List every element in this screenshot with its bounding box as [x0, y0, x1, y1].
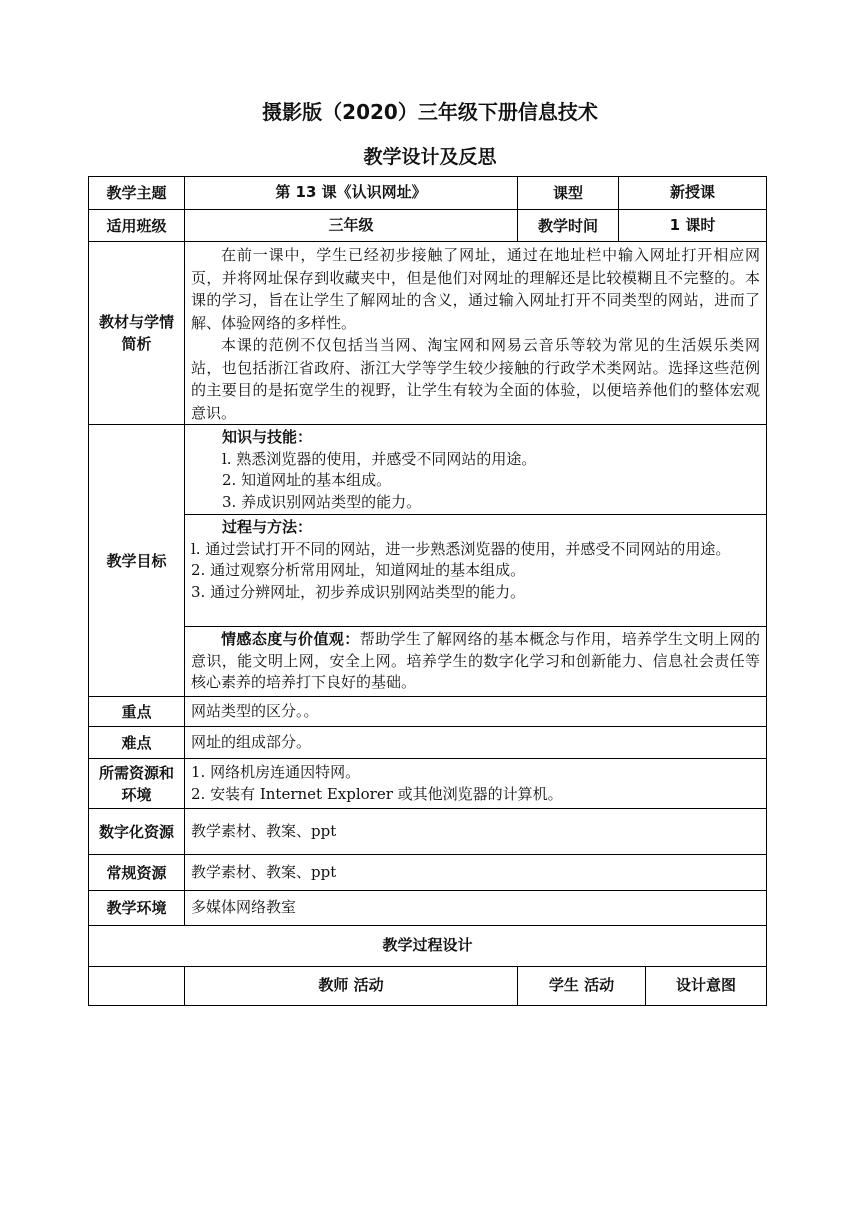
regular-value: 教学素材、教案、ppt — [185, 855, 767, 891]
knowledge-item-2: 2. 知道网址的基本组成。 — [222, 471, 392, 489]
table-row-goals-process — [89, 515, 767, 627]
topic-value: 第 13 课《认识网址》 — [185, 177, 518, 210]
table-row-digital — [89, 809, 767, 855]
design-intent-header: 设计意图 — [646, 967, 767, 1006]
document-title: 摄影版（2020）三年级下册信息技术 — [262, 100, 598, 124]
analysis-paragraph-1: 在前一课中，学生已经初步接触了网址，通过在地址栏中输入网址打开相应网页，并将网址保存到收藏夹中，但是他们对网址的理解还是比较模糊且不完整的。本课的学习，旨在让学生了解网址的含义，通过输入网址打开不同类型的网站，进而了解、体验网络的多样性。 — [191, 246, 761, 332]
environment-value: 多媒体网络教室 — [185, 891, 767, 926]
class-label: 适用班级 — [89, 210, 185, 242]
table-row-goals-emotion — [89, 627, 767, 697]
table-row-process-heading — [89, 926, 767, 967]
table-row-goals-knowledge — [89, 425, 767, 515]
analysis-label: 教材与学情简析 — [89, 242, 185, 425]
process-design-heading: 教学过程设计 — [89, 926, 767, 967]
resources-item-2: 2. 安装有 Internet Explorer 或其他浏览器的计算机。 — [191, 784, 563, 803]
process-heading: 过程与方法： — [222, 518, 313, 536]
goals-knowledge-cell — [185, 425, 767, 515]
lesson-type-value: 新授课 — [619, 177, 767, 210]
table-row-resources — [89, 759, 767, 809]
environment-label: 教学环境 — [89, 891, 185, 926]
emotion-text: 帮助学生了解网络的基本概念与作用，培养学生文明上网的意识，能文明上网，安全上网。培养学生的数字化学习和创新能力、信息社会责任等核心素养的培养打下良好的基础。 — [191, 630, 761, 691]
process-item-2: 2. 通过观察分析常用网址，知道网址的基本组成。 — [191, 561, 526, 579]
analysis-paragraph-2: 本课的范例不仅包括当当网、淘宝网和网易云音乐等较为常见的生活娱乐类网站，也包括浙江省政府、浙江大学等学生较少接触的行政学术类网站。选择这些范例的主要目的是拓宽学生的视野，让学生有较为全面的体验，以便培养他们的整体宏观意识。 — [191, 336, 761, 422]
topic-label: 教学主题 — [89, 177, 185, 210]
class-value: 三年级 — [185, 210, 518, 242]
knowledge-item-1: l. 熟悉浏览器的使用，并感受不同网站的用途。 — [222, 449, 537, 468]
difficulty-value: 网址的组成部分。 — [185, 727, 767, 759]
knowledge-heading: 知识与技能： — [222, 428, 313, 446]
analysis-content — [185, 242, 767, 425]
lesson-time-label: 教学时间 — [518, 210, 619, 242]
teacher-activity-header: 教师 活动 — [185, 967, 518, 1006]
table-row-difficulty — [89, 727, 767, 759]
table-row-topic — [89, 177, 767, 210]
knowledge-item-3: 3. 养成识别网站类型的能力。 — [222, 492, 422, 511]
key-point-value: 网站类型的区分。。 — [185, 697, 767, 727]
process-item-1: l. 通过尝试打开不同的网站，进一步熟悉浏览器的使用，并感受不同网站的用途。 — [191, 539, 731, 558]
table-row-regular — [89, 855, 767, 891]
resources-cell — [185, 759, 767, 809]
key-point-label: 重点 — [89, 697, 185, 727]
goals-process-cell — [185, 515, 767, 627]
goals-emotion-cell — [185, 627, 767, 697]
table-row-process-columns — [89, 967, 767, 1006]
digital-value: 教学素材、教案、ppt — [185, 809, 767, 855]
student-activity-header: 学生 活动 — [518, 967, 646, 1006]
table-row-key-point — [89, 697, 767, 727]
process-item-3: 3. 通过分辨网址，初步养成识别网站类型的能力。 — [191, 582, 526, 601]
table-row-environment — [89, 891, 767, 926]
resources-label: 所需资源和环境 — [89, 759, 185, 809]
process-empty-cell — [89, 967, 185, 1006]
lesson-plan-table — [88, 176, 767, 1006]
lesson-time-value: 1 课时 — [619, 210, 767, 242]
difficulty-label: 难点 — [89, 727, 185, 759]
document-subtitle: 教学设计及反思 — [363, 146, 497, 168]
goals-label: 教学目标 — [89, 425, 185, 697]
regular-label: 常规资源 — [89, 855, 185, 891]
emotion-paragraph — [191, 629, 760, 694]
resources-item-1: 1. 网络机房连通因特网。 — [191, 763, 361, 781]
lesson-type-label: 课型 — [518, 177, 619, 210]
digital-label: 数字化资源 — [89, 809, 185, 855]
emotion-heading: 情感态度与价值观： — [221, 630, 360, 648]
table-row-analysis — [89, 242, 767, 425]
table-row-class — [89, 210, 767, 242]
